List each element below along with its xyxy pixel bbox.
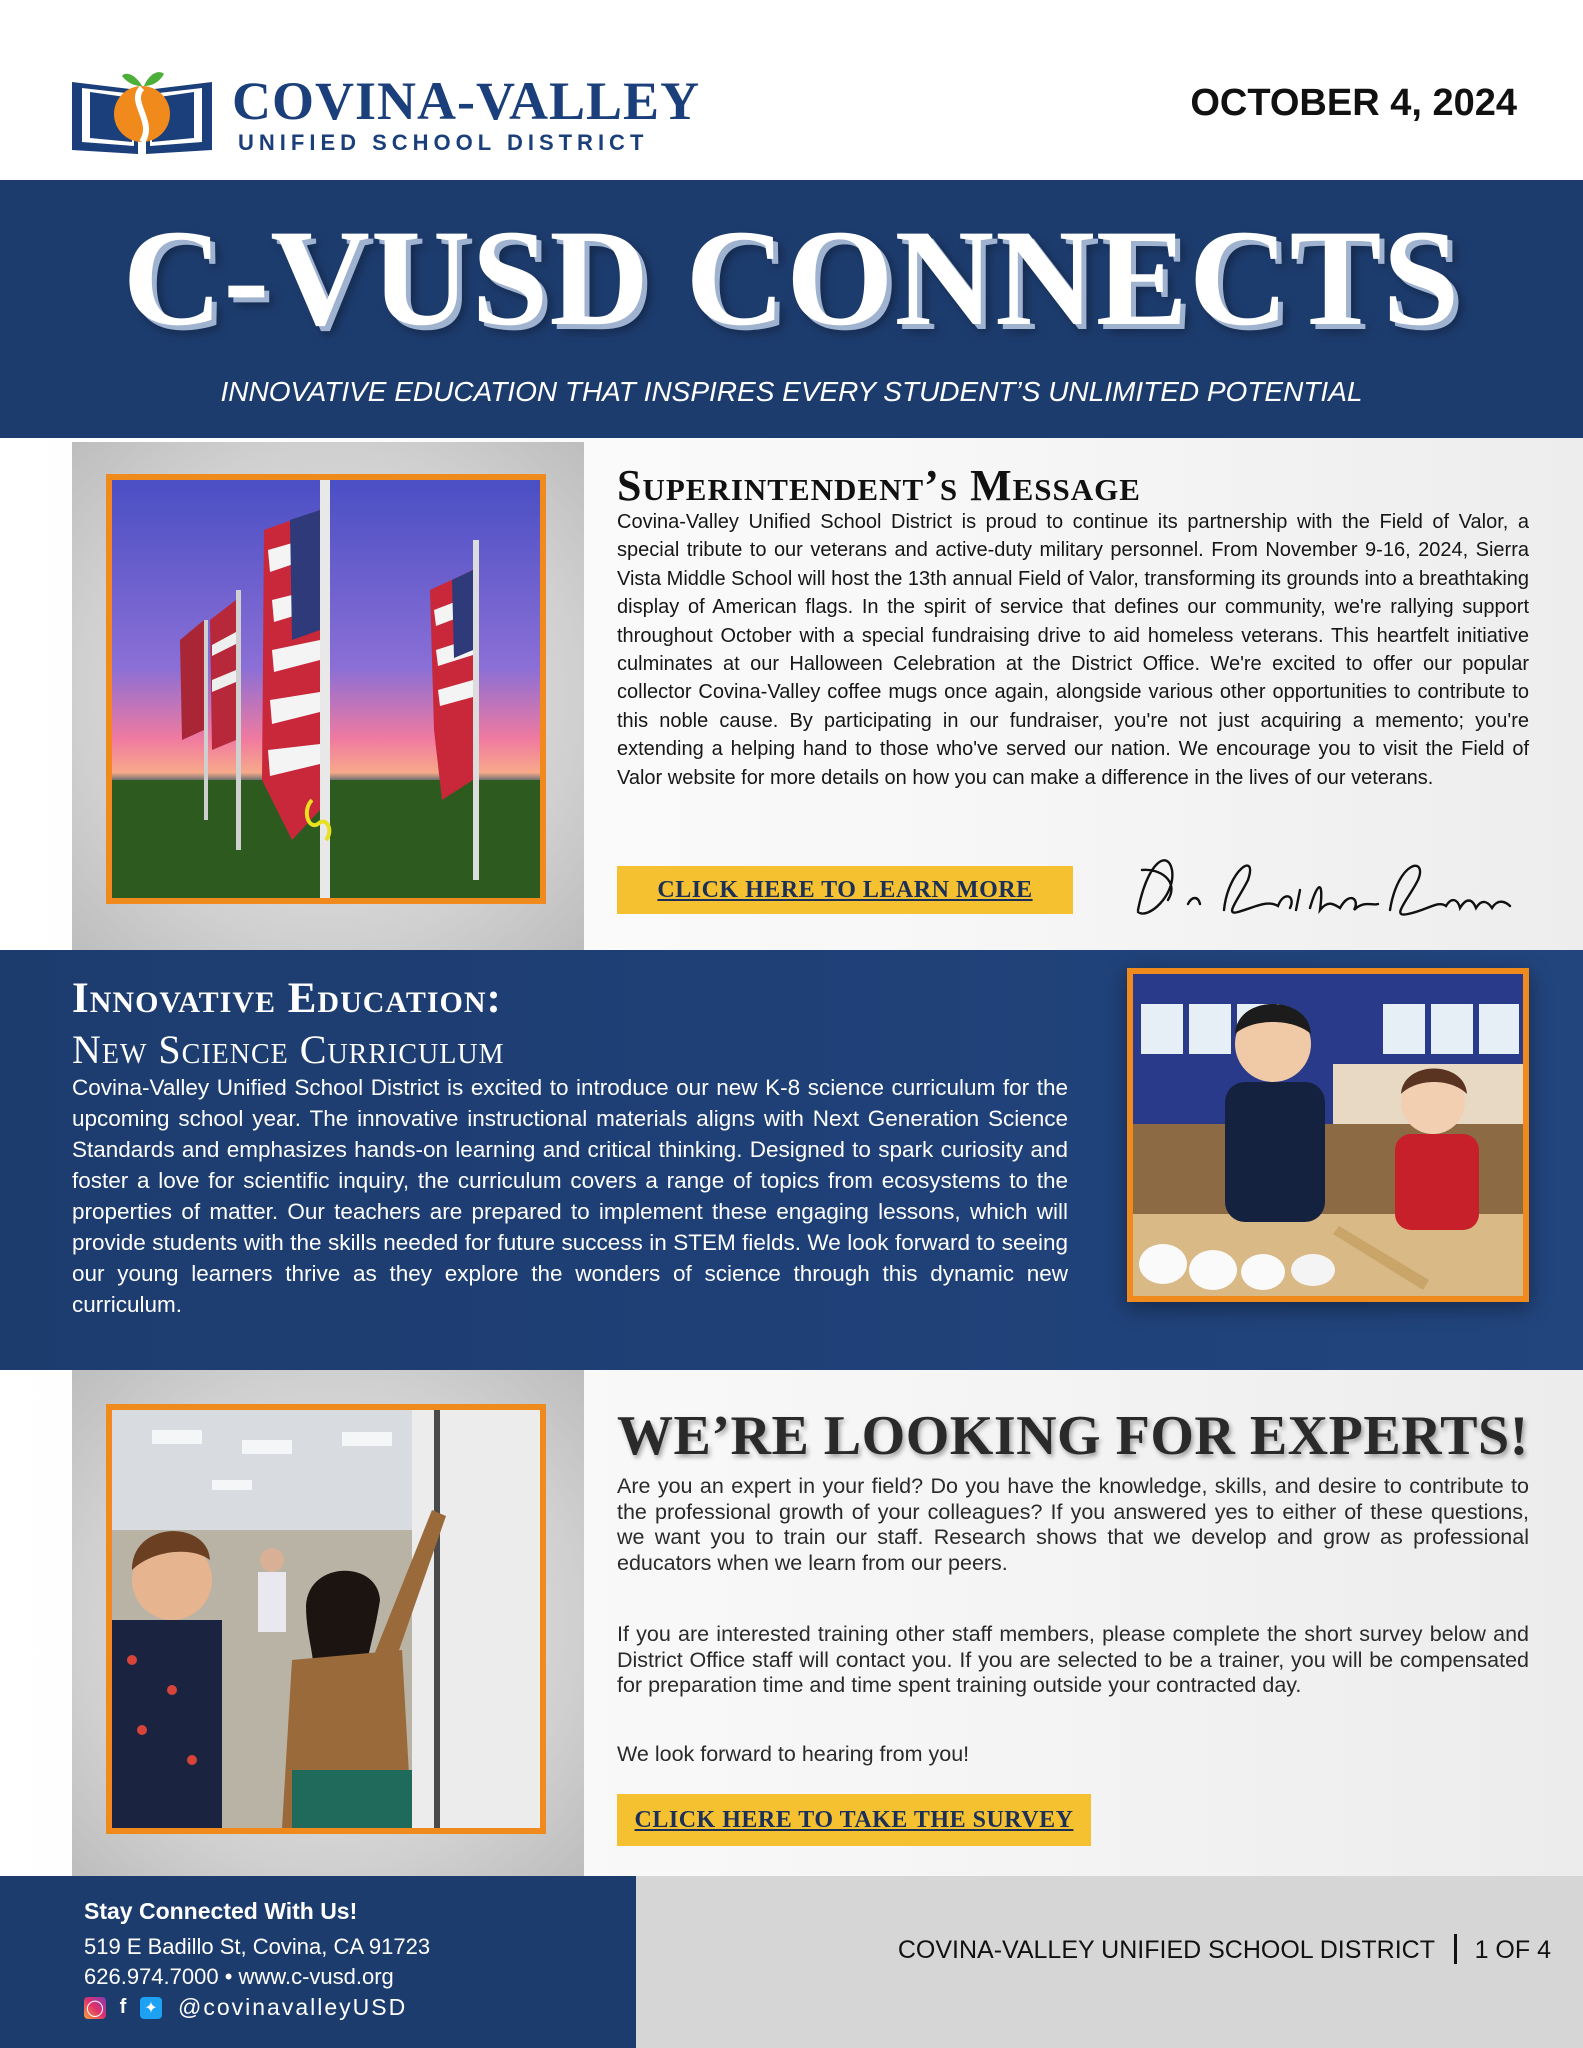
footer-contact-panel bbox=[0, 1876, 636, 2048]
issue-date: OCTOBER 4, 2024 bbox=[1190, 82, 1517, 124]
teachers-photo-illustration bbox=[112, 1410, 540, 1828]
superintendent-section bbox=[0, 438, 1583, 950]
superintendent-message-body: Covina-Valley Unified School District is proud to continue its partnership with the Field of Valor, a special tribute to our veterans and active-duty military personnel. From November 9-16, 2024, Sierra Vista Middle School will host the 13th annual Field of Valor, transforming its grounds into a breathtaking display of American flags. In the spirit of service that defines our community, we're rallying support throughout October with a special fundraising drive to aid homeless veterans. This heartfelt initiative culminates at our Halloween Celebration at the District Office. We're excited to offer our popular collector Covina-Valley coffee mugs once again, alongside various other opportunities to contribute to this noble cause. By participating in our fundraiser, you're not just acquiring a memento; you're extending a helping hand to those who've served our nation. We encourage you to visit the Field of Valor website for more details on how you can make a difference in the lives of our veterans. bbox=[617, 511, 1530, 789]
experts-heading: WE’RE LOOKING FOR EXPERTS! bbox=[617, 1405, 1529, 1467]
instagram-icon[interactable]: ◯ bbox=[84, 1997, 106, 2019]
science-curriculum-section bbox=[0, 950, 1583, 1370]
phone-and-website[interactable]: 626.974.7000 • www.c-vusd.org bbox=[84, 1964, 394, 1989]
page-number: 1 OF 4 bbox=[1474, 1936, 1551, 1964]
flags-photo bbox=[106, 474, 546, 904]
social-links bbox=[84, 1994, 407, 2021]
experts-closing-line: We look forward to hearing from you! bbox=[617, 1742, 970, 1766]
newsletter-title: C-VUSD CONNECTS bbox=[122, 201, 1461, 354]
experts-section bbox=[0, 1370, 1583, 1876]
footer-divider bbox=[1454, 1934, 1457, 1964]
logo-name: COVINA-VALLEY bbox=[232, 71, 701, 131]
experts-paragraph: If you are interested training other staff members, please complete the short survey below and District Office staff will contact you. If you are selected to be a trainer, you will be compensated for preparation time and time spent training outside your contracted day. bbox=[617, 1622, 1529, 1698]
facebook-icon[interactable]: f bbox=[119, 1996, 127, 2018]
social-handle[interactable]: @covinavalleyUSD bbox=[178, 1994, 408, 2020]
superintendent-signature bbox=[1128, 840, 1518, 940]
science-body: Covina-Valley Unified School District is excited to introduce our new K-8 science curriculum for the upcoming school year. The innovative instructional materials aligns with Next Generation Science Standards and emphasizes hands-on learning and critical thinking. Designed to spark curiosity and foster a love for scientific inquiry, the curriculum covers a range of topics from ecosystems to the properties of matter. Our teachers are prepared to implement these engaging lessons, which will provide students with the skills needed for future success in STEM fields. We look forward to seeing our young learners thrive as they explore the wonders of science through this dynamic new curriculum. bbox=[72, 1075, 1068, 1317]
flags-photo-illustration bbox=[112, 480, 540, 898]
students-photo-illustration bbox=[1133, 974, 1523, 1296]
logo-subtitle: UNIFIED SCHOOL DISTRICT bbox=[238, 130, 649, 155]
take-survey-button[interactable]: CLICK HERE TO TAKE THE SURVEY bbox=[617, 1794, 1091, 1846]
science-heading: Innovative Education: bbox=[72, 975, 502, 1022]
district-address: 519 E Badillo St, Covina, CA 91723 bbox=[84, 1934, 431, 1959]
students-science-photo bbox=[1127, 968, 1529, 1302]
twitter-icon[interactable]: ✦ bbox=[140, 1997, 162, 2019]
superintendent-heading: Superintendent’s Message bbox=[617, 461, 1141, 510]
experts-paragraph: Are you an expert in your field? Do you have the knowledge, skills, and desire to contribute to the professional growth of your colleagues? If you answered yes to either of these questions, we want you to train our staff. Research shows that we develop and grow as professional educators when we learn from our peers. bbox=[617, 1474, 1529, 1575]
masthead-banner bbox=[0, 180, 1583, 438]
science-subheading: New Science Curriculum bbox=[72, 1027, 505, 1072]
learn-more-button[interactable]: CLICK HERE TO LEARN MORE bbox=[617, 866, 1073, 914]
footer-district-name: COVINA-VALLEY UNIFIED SCHOOL DISTRICT bbox=[897, 1936, 1435, 1964]
district-logo-icon bbox=[68, 62, 216, 158]
newsletter-tagline: INNOVATIVE EDUCATION THAT INSPIRES EVERY STUDENT’S UNLIMITED POTENTIAL bbox=[220, 376, 1363, 407]
teachers-training-photo bbox=[106, 1404, 546, 1834]
footer-heading: Stay Connected With Us! bbox=[84, 1898, 358, 1924]
footer-info-panel bbox=[636, 1876, 1583, 2048]
